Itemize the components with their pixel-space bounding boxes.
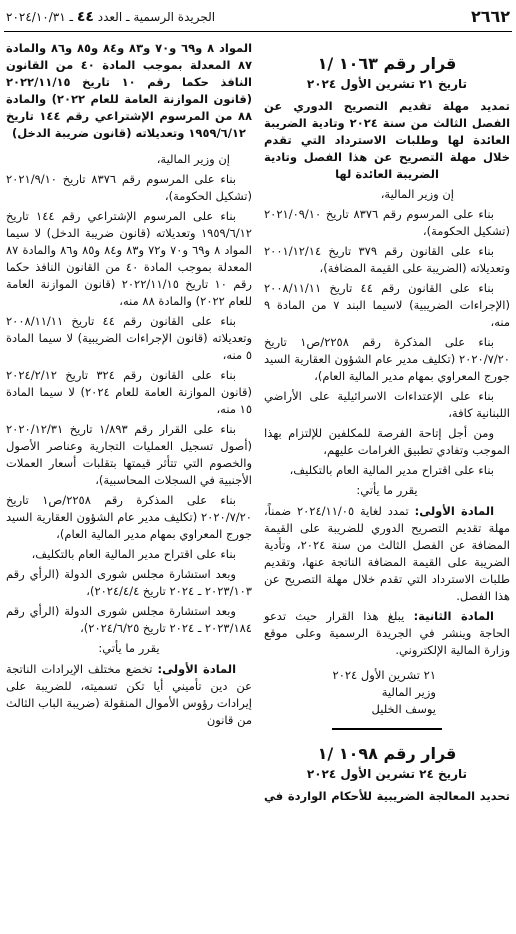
recital: بناء على اقتراح مدير المالية العام بالتكليف، xyxy=(31,547,236,561)
minister-intro: إن وزير المالية، xyxy=(156,152,230,166)
article-label: المادة الثانية: xyxy=(413,609,494,623)
decision-title: قرار رقم ١٠٩٨ /١ xyxy=(317,744,457,763)
columns xyxy=(0,32,516,805)
decision-separator xyxy=(332,728,442,730)
article-label: المادة الأولى: xyxy=(414,504,495,518)
decision-subject-continued: المواد ٨ و٦٩ و٧٠ و٨٣ و٨٤ و٨٥ و٨٦ والمادة ٨٧ المعدلة بموجب المادة ٤٠ من القانون النافذ حكما رقم ١٠ تاريخ ٢٠٢٢/١١/١٥ (قانون الموازنة العامة للعام ٢٠٢٢) والمادة ٨٨ من المرسوم الإشتراعي رقم ١٤٤ تاريخ ١٩٥٩/٦/١٢ وتعديلاته (قانون ضريبة الدخل) xyxy=(6,41,253,140)
article xyxy=(6,661,252,729)
recital: بناء على الإعتداءات الاسرائيلية على الأراضي اللبنانية كافة، xyxy=(264,389,510,420)
signature-date: ٢١ تشرين الأول ٢٠٢٤ xyxy=(332,668,436,682)
signature-role: وزير المالية xyxy=(381,685,436,699)
issue-date: ـ ٢٠٢٤/١٠/٣١ xyxy=(6,10,73,24)
decision-subject: تمديد مهلة تقديم التصريح الدوري عن الفصل الثالث من سنة ٢٠٢٤ وتادية الضريبة العائدة لها وطلبات الاسترداد التي تقدم خلال مهلة التصريح عن هذا الفصل وتادية الضريبة العائدة لها xyxy=(264,99,511,181)
recital: ومن أجل إتاحة الفرصة للمكلفين للإلتزام بهذا الموجب وتفادي تطبيق الغرامات عليهم، xyxy=(264,426,510,457)
decision-title: قرار رقم ١٠٦٣ /١ xyxy=(317,54,457,73)
signature-name: يوسف الخليل xyxy=(371,702,436,716)
recital: بناء على المذكرة رقم ٢٢٥٨/ص١ تاريخ ٢٠٢٠/٧/٢٠ (تكليف مدير عام الشؤون العقارية السيد جورج المعراوي بمهام مدير المالية العام)، xyxy=(264,335,510,383)
article-text: تخضع مختلف الإيرادات الناتجة عن دين تأميني أيا تكن تسميته، للضريبة على إيرادات رؤوس الأموال المنقولة (ضريبة الباب الثالث من قانون xyxy=(6,662,252,727)
article xyxy=(264,503,510,605)
page-number: ٢٦٦٢ xyxy=(470,7,510,26)
minister-intro: إن وزير المالية، xyxy=(380,187,454,201)
recital: بناء على القرار رقم ١/٨٩٣ تاريخ ٢٠٢٠/١٢/٣١ (أصول تسجيل العمليات التجارية وعناصر الأصول والخصوم التي تتأثر قيمتها بتقلبات أسعار العملات الأجنبية في السجلات المحاسبية)، xyxy=(6,422,252,487)
recital: بناء على المرسوم الإشتراعي رقم ١٤٤ تاريخ ١٩٥٩/٦/١٢ وتعديلاته (قانون ضريبة الدخل) لا سيما المواد ٨ و٦٩ و٧٠ و٧٢ و٨٣ و٨٤ و٨٥ و٨٦ والمادة ٨٧ المعدلة بموجب المادة ٤٠ من القانون النافذ حكما رقم ١٠ تاريخ ٢٠٢٢/١١/١٥ (قانون الموازنة العامة للعام ٢٠٢٢) والمادة ٨٨ منه، xyxy=(6,209,252,308)
recital: بناء على القانون رقم ٣٢٤ تاريخ ٢٠٢٤/٢/١٢ (قانون الموازنة العامة للعام ٢٠٢٤) لا سيما المادة ١٥ منه، xyxy=(6,368,252,416)
article-text: يبلغ هذا القرار حيث تدعو الحاجة وينشر في الجريدة الرسمية وعلى موقع وزارة المالية الإلكتروني. xyxy=(264,609,510,657)
decides-heading: يقرر ما يأتي: xyxy=(356,483,418,497)
decision-subject: تحديد المعالجة الضريبية للأحكام الواردة في xyxy=(264,789,510,803)
page-header xyxy=(0,0,516,27)
issue-number: ٤٤ xyxy=(76,9,94,25)
recital: بناء على المذكرة رقم ٢٢٥٨/ص١ تاريخ ٢٠٢٠/٧/٢٠ (تكليف مدير عام الشؤون العقارية السيد جورج المعراوي بمهام مدير المالية العام)، xyxy=(6,493,252,541)
left-column xyxy=(6,40,252,805)
running-title xyxy=(6,7,215,27)
decides-heading: يقرر ما يأتي: xyxy=(98,641,160,655)
article xyxy=(264,608,510,659)
recital: بناء على القانون رقم ٣٧٩ تاريخ ٢٠٠١/١٢/١٤ وتعديلاته (الضريبة على القيمة المضافة)، xyxy=(264,244,510,275)
article-text: تمدد لغاية ٢٠٢٤/١١/٠٥ ضمناً، مهلة تقديم التصريح الدوري للضريبة على القيمة المضافة عن الفصل الثالث من سنة ٢٠٢٤، وتأدية الضريبة على القيمة المضافة الناتجة عنها، وتقديم طلبات الاسترداد التي تقدم خلال مهلة التصريح عن هذا الفصل. xyxy=(264,504,511,603)
recital: بناء على المرسوم رقم ٨٣٧٦ تاريخ ٢٠٢١/٩/١٠ (تشكيل الحكومة)، xyxy=(6,172,252,203)
recital: بناء على اقتراح مدير المالية العام بالتكليف، xyxy=(289,463,494,477)
article-label: المادة الأولى: xyxy=(157,662,237,676)
recital: بناء على القانون رقم ٤٤ تاريخ ٢٠٠٨/١١/١١ وتعديلاته (قانون الإجراءات الضريبية) لا سيما المادة ٥ منه، xyxy=(6,314,252,362)
recital: بناء على المرسوم رقم ٨٣٧٦ تاريخ ٢٠٢١/٠٩/١٠ (تشكيل الحكومة)، xyxy=(264,207,510,238)
decision-date: تاريخ ٢١ تشرين الأول ٢٠٢٤ xyxy=(306,77,468,91)
recital: بناء على القانون رقم ٤٤ تاريخ ٢٠٠٨/١١/١١ (الإجراءات الضريبية) لاسيما البند ٧ من المادة ٩ منه، xyxy=(264,281,510,329)
right-column xyxy=(264,40,510,805)
journal-title: الجريدة الرسمية ـ العدد xyxy=(97,10,216,24)
recital: وبعد استشارة مجلس شورى الدولة (الرأي رقم ٢٠٢٣/١٠٣ ـ ٢٠٢٤ تاريخ ٢٠٢٤/٤/٤)، xyxy=(6,567,252,598)
recital: وبعد استشارة مجلس شورى الدولة (الرأي رقم ٢٠٢٣/١٨٤ ـ ٢٠٢٤ تاريخ ٢٠٢٤/٦/٢٥)، xyxy=(6,604,252,635)
decision-date: تاريخ ٢٤ تشرين الأول ٢٠٢٤ xyxy=(306,767,468,781)
